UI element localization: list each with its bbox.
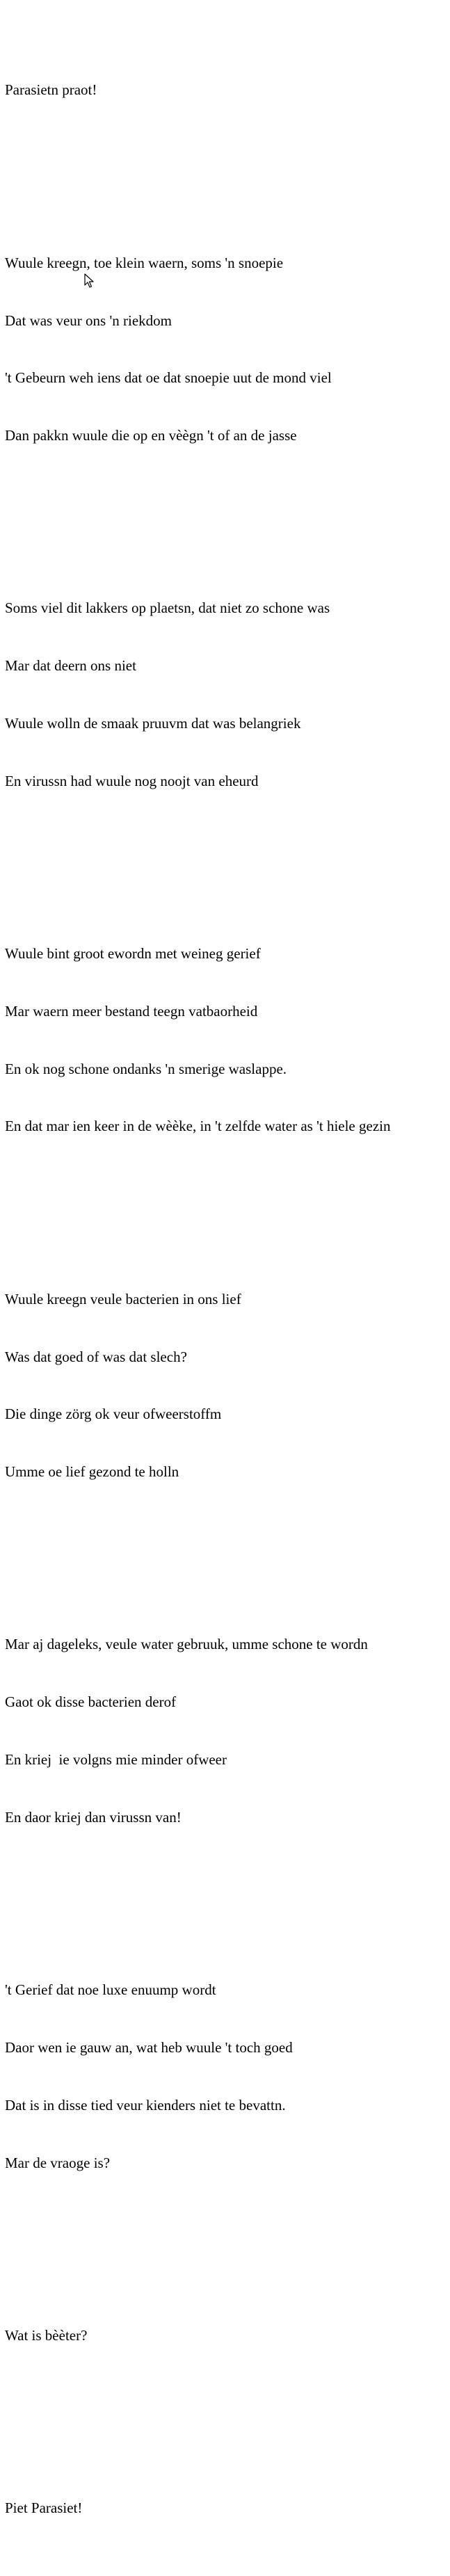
signature-block xyxy=(5,2461,450,2557)
stanza-5 xyxy=(5,1597,450,1865)
stanza-4 xyxy=(5,1252,450,1520)
poem-line: Wuule kreegn, toe klein waern, soms 'n snoepie xyxy=(5,254,284,271)
stanza-3 xyxy=(5,906,450,1175)
poem-line: Was dat goed of was dat slech? xyxy=(5,1348,187,1365)
poem-line: Mar aj dageleks, veule water gebruuk, umme schone te wordn xyxy=(5,1636,368,1653)
poem-line: Wuule wolln de smaak pruuvm dat was belangriek xyxy=(5,714,301,732)
poem-line: 't Gebeurn weh iens dat oe dat snoepie uut de mond viel xyxy=(5,369,332,387)
poem-line: Die dinge zörg ok veur ofweerstoffm xyxy=(5,1406,222,1423)
poem-line: Wuule bint groot ewordn met weineg gerief xyxy=(5,945,261,963)
poem-line: En ok nog schone ondanks 'n smerige waslappe. xyxy=(5,1060,287,1077)
poem-line: En dat mar ien keer in de wèèke, in 't zelfde water as 't hiele gezin xyxy=(5,1118,391,1135)
title-block xyxy=(5,42,450,138)
poem-line: Wat is bèèter? xyxy=(5,2326,88,2344)
document-title: Parasietn praot! xyxy=(5,81,97,99)
poem-line: Mar waern meer bestand teegn vatbaorheid xyxy=(5,1002,258,1020)
stanza-2 xyxy=(5,561,450,829)
poem-line: En daor kriej dan virussn van! xyxy=(5,1808,182,1826)
mouse-pointer-icon xyxy=(84,273,94,289)
poem-line: Dat was veur ons 'n riekdom xyxy=(5,312,172,329)
poem-line: Umme oe lief gezond te holln xyxy=(5,1463,179,1481)
poem-line: Dat is in disse tied veur kienders niet te bevattn. xyxy=(5,2096,286,2114)
poem-line: Mar dat deern ons niet xyxy=(5,657,136,675)
poem-line: 't Gerief dat noe luxe enuump wordt xyxy=(5,1981,216,1999)
poem-line: Dan pakkn wuule die op en vèègn 't of an de jasse xyxy=(5,427,297,444)
stanza-7 xyxy=(5,2288,450,2384)
poem-line: Wuule kreegn veule bacterien in ons lief xyxy=(5,1290,241,1307)
stanza-1 xyxy=(5,216,450,484)
poem-line: Mar de vraoge is? xyxy=(5,2154,111,2171)
poem-line: En virussn had wuule nog noojt van eheurd xyxy=(5,772,259,789)
poem-line: Gaot ok disse bacterien derof xyxy=(5,1693,177,1711)
document-body xyxy=(5,4,450,2576)
signature: Piet Parasiet! xyxy=(5,2499,83,2517)
poem-line: Daor wen ie gauw an, wat heb wuule 't toch goed xyxy=(5,2038,293,2056)
poem-line: En kriej ie volgns mie minder ofweer xyxy=(5,1751,227,1769)
stanza-6 xyxy=(5,1942,450,2211)
poem-line: Soms viel dit lakkers op plaetsn, dat niet zo schone was xyxy=(5,599,330,617)
